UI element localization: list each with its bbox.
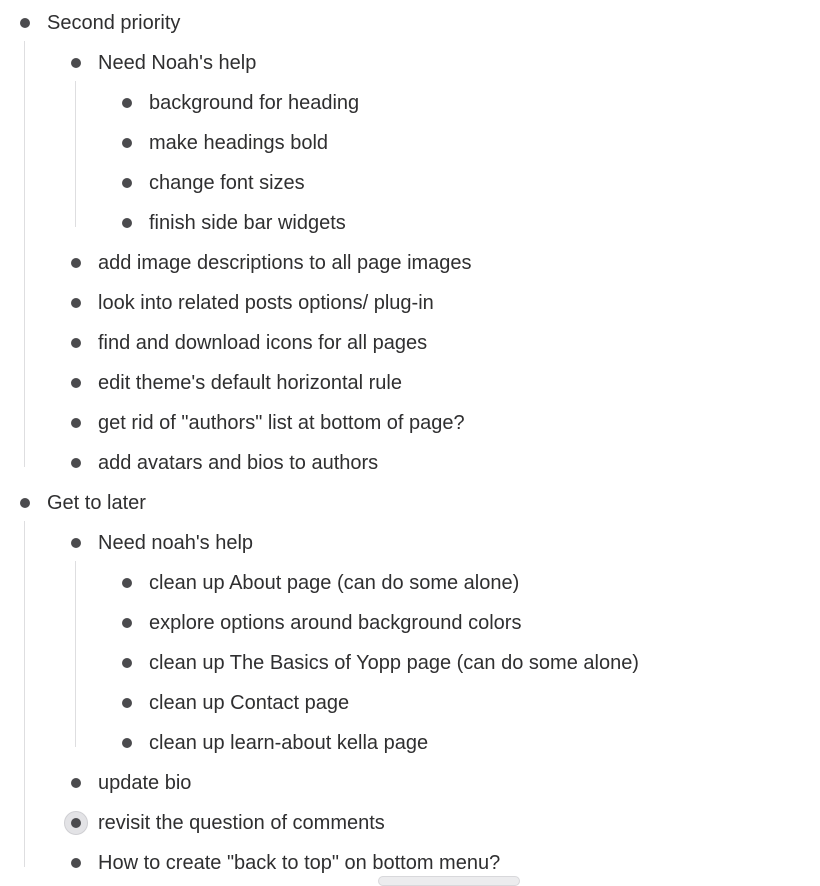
outline-item <box>71 523 253 563</box>
partially-visible-popup <box>378 876 520 886</box>
bullet-icon[interactable] <box>122 658 132 668</box>
item-label[interactable]: look into related posts options/ plug-in <box>98 292 434 314</box>
section-label[interactable]: Get to later <box>47 492 146 514</box>
item-label[interactable]: clean up Contact page <box>149 692 350 714</box>
item-label[interactable]: update bio <box>98 772 192 794</box>
bullet-icon[interactable] <box>71 538 81 548</box>
bullet-icon[interactable] <box>122 578 132 588</box>
outline-item <box>122 203 346 243</box>
bullet-dot <box>122 658 132 668</box>
item-label[interactable]: revisit the question of comments <box>98 812 385 834</box>
bullet-dot <box>122 218 132 228</box>
outline-section <box>20 3 180 43</box>
outline-item <box>71 763 191 803</box>
bullet-dot <box>20 498 30 508</box>
item-label[interactable]: add image descriptions to all page images <box>98 252 472 274</box>
bullet-icon[interactable] <box>122 178 132 188</box>
bullet-icon[interactable] <box>122 618 132 628</box>
bullet-icon[interactable] <box>122 738 132 748</box>
bullet-dot <box>71 458 81 468</box>
outline-item <box>71 323 427 363</box>
outline-item <box>71 243 472 283</box>
section-label[interactable]: Second priority <box>47 12 181 34</box>
children-guide-line <box>24 41 25 467</box>
outline-item <box>71 283 434 323</box>
bullet-dot <box>122 698 132 708</box>
outline-item <box>122 83 359 123</box>
bullet-dot <box>71 378 81 388</box>
bullet-icon[interactable] <box>122 698 132 708</box>
outline-item <box>71 403 465 443</box>
bullet-icon[interactable] <box>71 338 81 348</box>
bullet-dot <box>71 58 81 68</box>
item-label[interactable]: Need Noah's help <box>98 52 257 74</box>
bullet-icon[interactable] <box>71 298 81 308</box>
bullet-dot <box>122 138 132 148</box>
bullet-dot <box>71 258 81 268</box>
item-label[interactable]: clean up learn-about kella page <box>149 732 429 754</box>
children-guide-line <box>75 561 76 747</box>
item-label[interactable]: find and download icons for all pages <box>98 332 428 354</box>
outline-item <box>122 603 521 643</box>
outline-item <box>71 363 402 403</box>
bullet-dot <box>71 338 81 348</box>
bullet-icon[interactable] <box>122 138 132 148</box>
item-label[interactable]: change font sizes <box>149 172 305 194</box>
outline-item <box>122 723 428 763</box>
bullet-icon[interactable] <box>20 498 30 508</box>
outline-item <box>122 123 328 163</box>
outline-section <box>20 483 146 523</box>
item-label[interactable]: add avatars and bios to authors <box>98 452 379 474</box>
children-guide-line <box>24 521 25 867</box>
outline-item <box>122 163 305 203</box>
bullet-icon[interactable] <box>71 858 81 868</box>
bullet-icon[interactable] <box>71 258 81 268</box>
outline-item <box>71 443 378 483</box>
bullet-dot <box>71 778 81 788</box>
outline-item <box>71 43 256 83</box>
outline-item <box>71 803 385 843</box>
children-guide-line <box>75 81 76 227</box>
bullet-icon[interactable] <box>71 378 81 388</box>
bullet-icon[interactable] <box>122 98 132 108</box>
bullet-icon[interactable] <box>71 58 81 68</box>
outline-item <box>122 563 519 603</box>
bullet-icon[interactable] <box>122 218 132 228</box>
bullet-dot <box>122 578 132 588</box>
item-label[interactable]: How to create "back to top" on bottom menu? <box>98 852 501 874</box>
item-label[interactable]: Need noah's help <box>98 532 254 554</box>
bullet-dot <box>71 538 81 548</box>
bullet-icon[interactable] <box>20 18 30 28</box>
bullet-dot <box>71 858 81 868</box>
item-label[interactable]: background for heading <box>149 92 360 114</box>
item-label[interactable]: finish side bar widgets <box>149 212 346 234</box>
item-label[interactable]: edit theme's default horizontal rule <box>98 372 402 394</box>
bullet-icon[interactable] <box>71 818 81 828</box>
bullet-dot <box>122 98 132 108</box>
bullet-dot <box>122 618 132 628</box>
item-label[interactable]: get rid of "authors" list at bottom of page? <box>98 412 465 434</box>
outline-item <box>122 683 349 723</box>
outline-item <box>122 643 639 683</box>
bullet-dot <box>122 178 132 188</box>
bullet-dot <box>122 738 132 748</box>
item-label[interactable]: clean up About page (can do some alone) <box>149 572 520 594</box>
bullet-dot <box>71 418 81 428</box>
bullet-dot <box>71 818 81 828</box>
bullet-icon[interactable] <box>71 458 81 468</box>
item-label[interactable]: make headings bold <box>149 132 329 154</box>
bullet-dot <box>20 18 30 28</box>
bullet-dot <box>71 298 81 308</box>
bullet-icon[interactable] <box>71 778 81 788</box>
item-label[interactable]: clean up The Basics of Yopp page (can do some alone) <box>149 652 639 674</box>
bullet-icon[interactable] <box>71 418 81 428</box>
item-label[interactable]: explore options around background colors <box>149 612 522 634</box>
